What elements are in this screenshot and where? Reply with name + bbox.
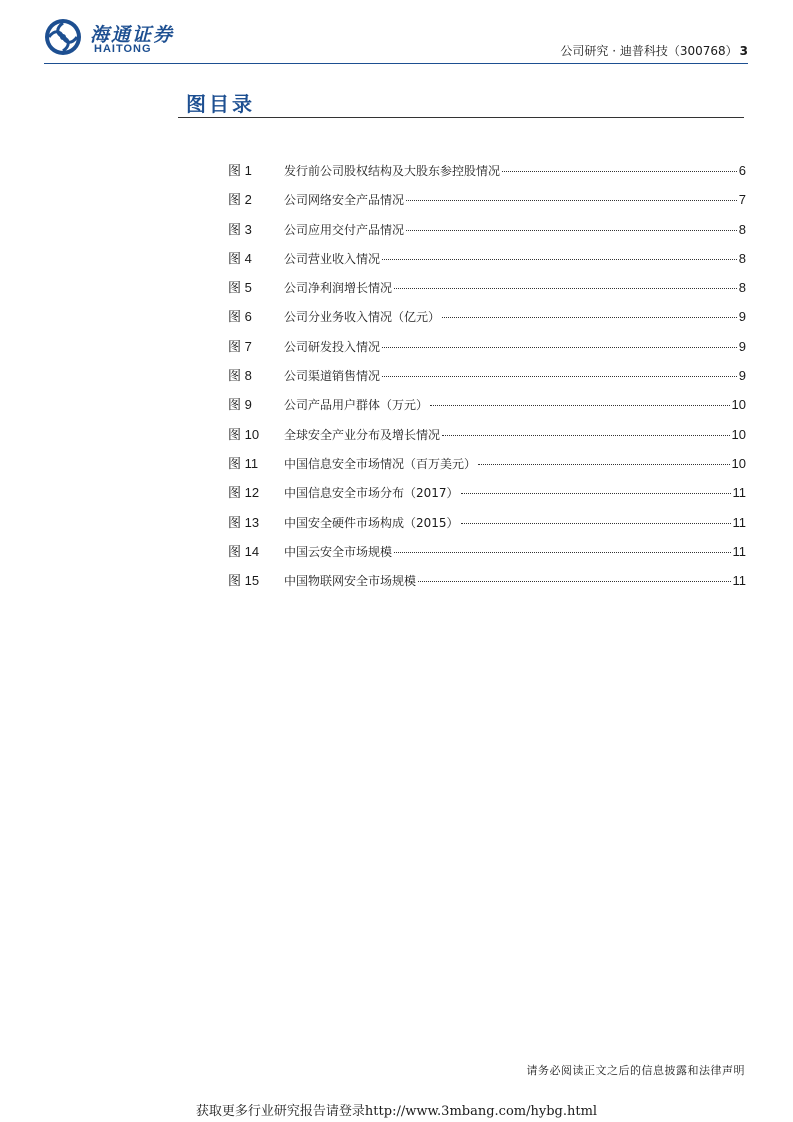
- toc-entry[interactable]: [228, 396, 746, 425]
- toc-dot-leader: [394, 552, 730, 553]
- toc-entry-page: 8: [738, 250, 746, 266]
- toc-entry[interactable]: [228, 484, 746, 513]
- toc-entry[interactable]: [228, 162, 746, 191]
- toc-entry-number: 图 3: [228, 221, 252, 237]
- report-header-label: [560, 42, 748, 59]
- toc-title-divider: [178, 117, 744, 118]
- toc-entry-number: 图 5: [228, 280, 252, 296]
- toc-entry-number: 图 11: [228, 455, 259, 471]
- toc-entry-number: 图 15: [228, 573, 260, 589]
- toc-entry-page: 11: [732, 485, 746, 501]
- toc-entry-number: 图 13: [228, 514, 260, 530]
- toc-entry-page: 9: [738, 338, 746, 354]
- toc-entry-title: 中国信息安全市场分布（2017）: [284, 486, 459, 501]
- toc-dot-leader: [382, 259, 737, 260]
- toc-entry-page: 10: [731, 397, 746, 413]
- header-divider: [44, 63, 748, 64]
- toc-entry[interactable]: [228, 455, 746, 484]
- toc-entry-title: 公司产品用户群体（万元）: [284, 398, 429, 413]
- toc-entry-title: 公司营业收入情况: [284, 251, 381, 266]
- toc-dot-leader: [382, 347, 737, 348]
- toc-entry-title: 全球安全产业分布及增长情况: [284, 427, 441, 442]
- toc-entry[interactable]: [228, 514, 746, 543]
- toc-entry-title: 中国云安全市场规模: [284, 544, 393, 559]
- toc-dot-leader: [406, 200, 737, 201]
- toc-dot-leader: [442, 317, 737, 318]
- toc-entry[interactable]: [228, 191, 746, 220]
- toc-entry-page: 8: [738, 280, 746, 296]
- toc-title: 图目录: [186, 92, 255, 116]
- toc-dot-leader: [418, 581, 730, 582]
- toc-entry-number: 图 2: [228, 192, 252, 208]
- toc-entry-title: 中国物联网安全市场规模: [284, 574, 417, 589]
- toc-entry[interactable]: [228, 279, 746, 308]
- toc-entry-title: 中国安全硬件市场构成（2015）: [284, 515, 459, 530]
- toc-dot-leader: [461, 523, 731, 524]
- toc-entry-title: 公司网络安全产品情况: [284, 193, 405, 208]
- toc-entry-page: 11: [732, 573, 746, 589]
- toc-entry-title: 公司研发投入情况: [284, 339, 381, 354]
- toc-entry-title: 中国信息安全市场情况（百万美元）: [284, 456, 477, 471]
- toc-entry-number: 图 7: [228, 338, 252, 354]
- page-header: [44, 16, 748, 64]
- toc-dot-leader: [461, 493, 731, 494]
- toc-entry-number: 图 14: [228, 543, 260, 559]
- toc-entry-number: 图 1: [228, 163, 252, 178]
- toc-entry[interactable]: [228, 221, 746, 250]
- toc-entry-title: 发行前公司股权结构及大股东参控股情况: [284, 164, 501, 178]
- toc-entry-number: 图 8: [228, 368, 252, 384]
- toc-entry-page: 10: [731, 455, 746, 471]
- toc-entry[interactable]: [228, 250, 746, 279]
- toc-entry-number: 图 4: [228, 250, 252, 266]
- toc-entry-page: 9: [738, 309, 746, 325]
- toc-entry[interactable]: [228, 426, 746, 455]
- toc-entry-title: 公司净利润增长情况: [284, 281, 393, 296]
- toc-entry-page: 10: [731, 426, 746, 442]
- toc-entry-page: 6: [738, 163, 746, 178]
- toc-dot-leader: [430, 405, 730, 406]
- toc-entry[interactable]: [228, 543, 746, 572]
- logo-english-name: HAITONG: [94, 43, 152, 55]
- toc-entry-number: 图 9: [228, 397, 252, 413]
- toc-entry[interactable]: [228, 572, 746, 601]
- toc-entry-title: 公司分业务收入情况（亿元）: [284, 310, 441, 325]
- toc-dot-leader: [478, 464, 730, 465]
- report-label: 公司研究 · 迪普科技（300768）: [560, 44, 738, 58]
- toc-entry[interactable]: [228, 367, 746, 396]
- toc-entry-page: 11: [732, 543, 746, 559]
- page-number: 3: [739, 44, 748, 58]
- toc-entry-number: 图 10: [228, 426, 260, 442]
- toc-entry-page: 11: [732, 514, 746, 530]
- toc-entry[interactable]: [228, 338, 746, 367]
- toc-entry-page: 9: [738, 368, 746, 384]
- footer-disclaimer: 请务必阅读正文之后的信息披露和法律声明: [526, 1064, 745, 1077]
- toc-entry-page: 7: [738, 192, 746, 208]
- toc-entry[interactable]: [228, 308, 746, 337]
- toc-dot-leader: [394, 288, 737, 289]
- toc-dot-leader: [502, 171, 737, 172]
- haitong-logo-icon: [44, 18, 82, 56]
- footer-link[interactable]: 获取更多行业研究报告请登录http://www.3mbang.com/hybg.html: [195, 1104, 598, 1119]
- toc-dot-leader: [442, 435, 730, 436]
- haitong-logo: [44, 16, 194, 58]
- toc-entry-number: 图 12: [228, 485, 260, 501]
- toc-dot-leader: [406, 230, 737, 231]
- logo-chinese-name: 海通证券: [90, 24, 175, 46]
- toc-entry-title: 公司渠道销售情况: [284, 369, 381, 384]
- toc-entry-number: 图 6: [228, 309, 252, 325]
- toc-entry-page: 8: [738, 221, 746, 237]
- figure-list: [228, 162, 746, 601]
- toc-dot-leader: [382, 376, 737, 377]
- toc-entry-title: 公司应用交付产品情况: [284, 222, 405, 237]
